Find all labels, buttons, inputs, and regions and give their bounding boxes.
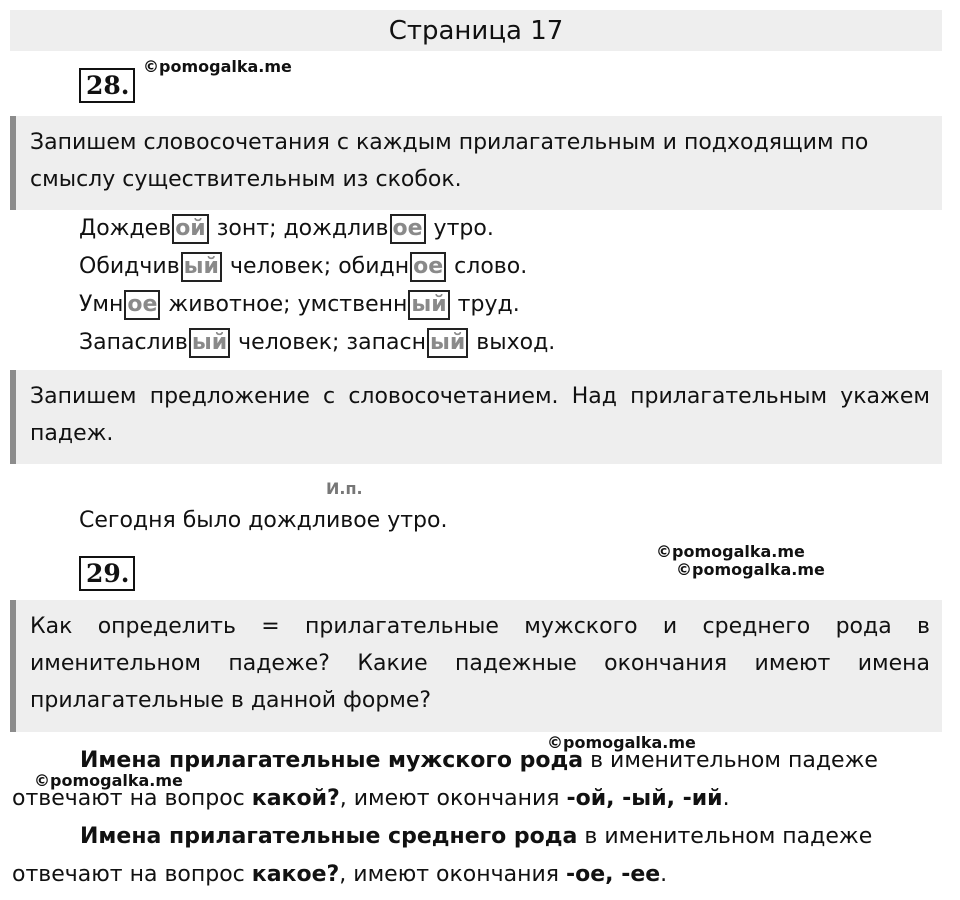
ending-box: ый: [408, 290, 449, 320]
exercise-29-number: 29.: [79, 556, 135, 591]
answer-sentence: Сегодня было дождливое утро.: [79, 508, 448, 533]
ending-box: ое: [410, 252, 446, 282]
ending-box: ой: [172, 214, 209, 244]
ending-box: ый: [427, 328, 468, 358]
exercise-29-task: [10, 600, 942, 732]
task-text: Запишем предложение с словосочетанием. Над прилагательным укажем падеж.: [30, 384, 930, 446]
phrase-line: Умн ое животное; умственн ый труд.: [79, 286, 555, 324]
answer-paragraph-masculine: Имена прилагательные мужского рода в именительном падеже отвечают на вопрос какой?, имеют окончания -ой, -ый, -ий.: [12, 748, 878, 811]
phrase-line: Обидчив ый человек; обидн ое слово.: [79, 248, 555, 286]
answer-paragraph-neuter: Имена прилагательные среднего рода в именительном падеже отвечают на вопрос какое?, имеют окончания -ое, -ее.: [12, 824, 873, 887]
ending-box: ое: [124, 290, 160, 320]
page-title: Страница 17: [388, 16, 564, 46]
watermark: ©pomogalka.me: [676, 560, 825, 579]
task-text: Запишем словосочетания с каждым прилагательным и подходящим по смыслу существительным из скобок.: [30, 130, 869, 192]
watermark: ©pomogalka.me: [656, 542, 805, 561]
phrase-line: Запаслив ый человек; запасн ый выход.: [79, 324, 555, 362]
page-header: [10, 10, 942, 51]
ending-box: ый: [181, 252, 222, 282]
exercise-28-task-1: [10, 116, 942, 210]
watermark: ©pomogalka.me: [143, 57, 292, 76]
exercise-28-task-2: [10, 370, 942, 464]
task-text: Как определить = прилагательные мужского и среднего рода в именительном падеже? Какие падежные окончания имеют имена прилагательные в данной форме?: [30, 614, 930, 713]
ending-box: ое: [390, 214, 426, 244]
watermark: ©pomogalka.me: [547, 733, 696, 752]
ending-box: ый: [189, 328, 230, 358]
watermark: ©pomogalka.me: [34, 771, 183, 790]
phrase-line: Дождев ой зонт; дождлив ое утро.: [79, 210, 555, 248]
answer-phrases: [79, 210, 555, 362]
exercise-28-number: 28.: [79, 68, 135, 103]
case-mark: И.п.: [326, 479, 363, 498]
